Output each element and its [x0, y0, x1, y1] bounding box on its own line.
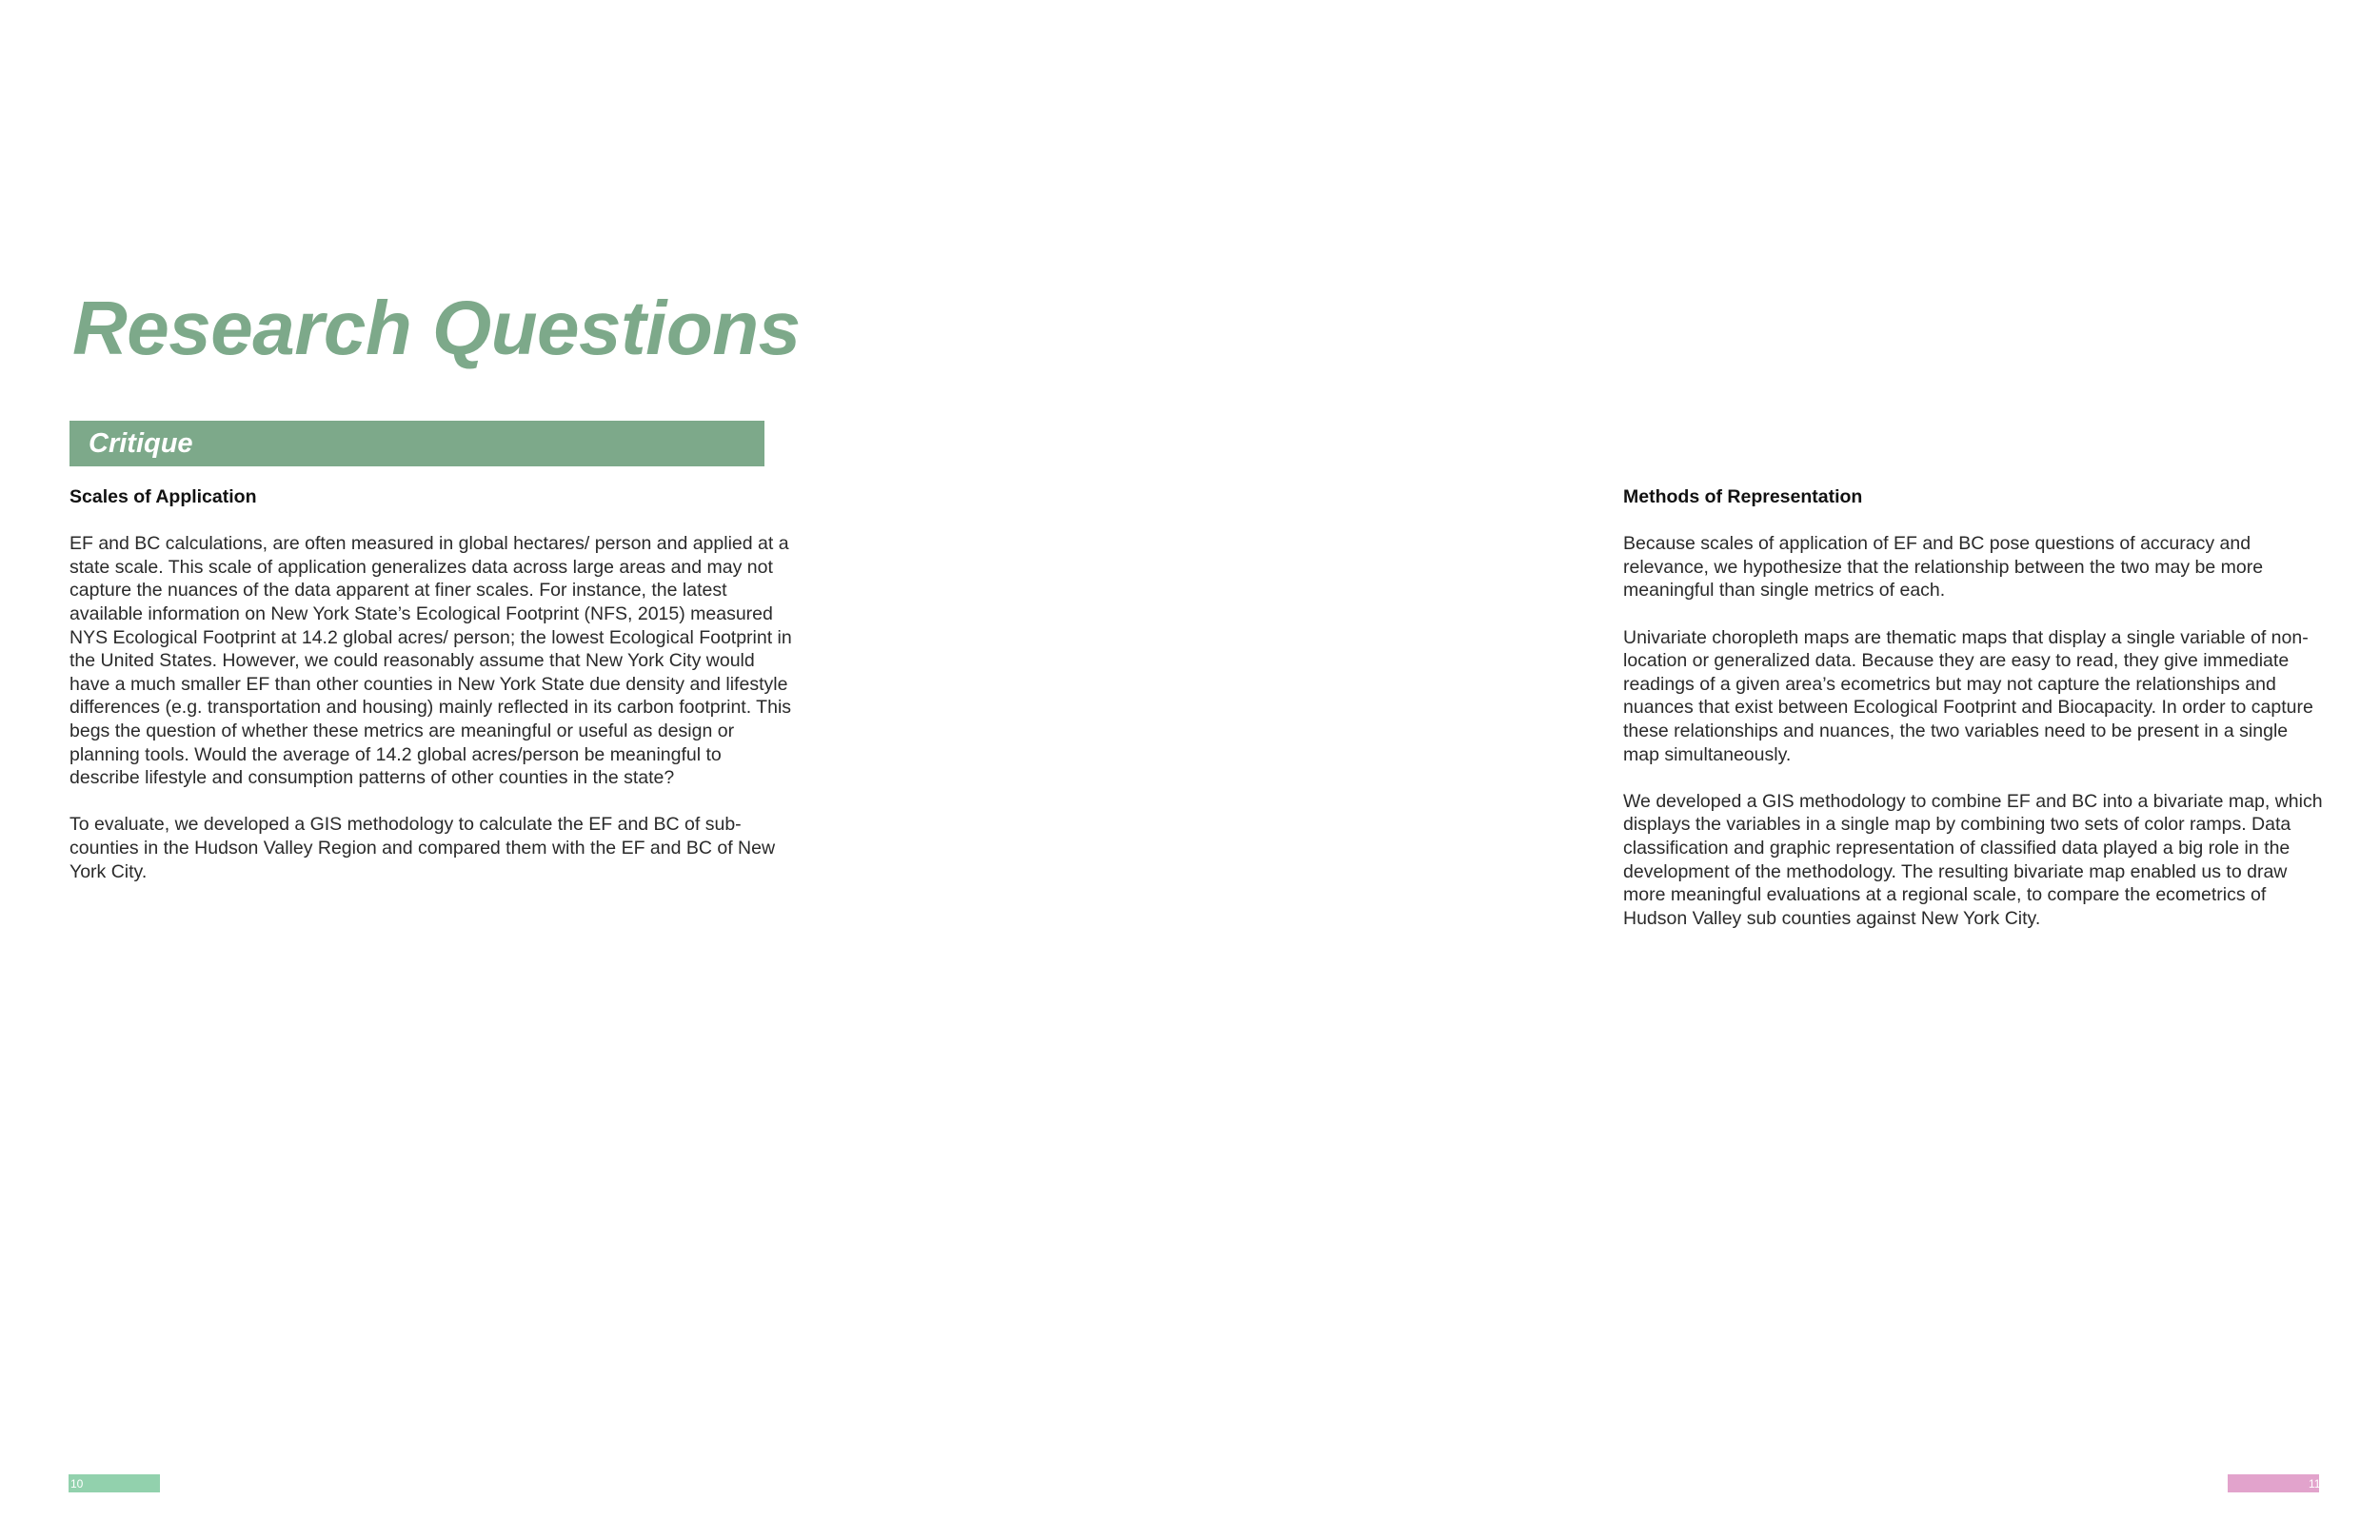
section-header-bar	[69, 421, 764, 466]
section-label: Critique	[89, 428, 193, 459]
right-column	[1623, 485, 2328, 930]
left-page-number: 10	[70, 1477, 84, 1491]
right-page-number: 11	[2309, 1477, 2321, 1491]
right-folio-bar	[2228, 1474, 2319, 1492]
left-paragraph-1: EF and BC calculations, are often measured in global hectares/ person and applied at a state scale. This scale of application generalizes data across large areas and may not capture the nuances of the data apparent at finer scales. For instance, the latest available information on New York State’s Ecological Footprint (NFS, 2015) measured NYS Ecological Footprint at 14.2 global acres/ person; the lowest Ecological Footprint in the United States. However, we could reasonably assume that New York City would have a much smaller EF than other counties in New York State due density and lifestyle differences (e.g. transportation and housing) mainly reflected in its carbon footprint. This begs the question of whether these metrics are meaningful or useful as design or planning tools. Would the average of 14.2 global acres/person be meaningful to describe lifestyle and consumption patterns of other counties in the state?	[69, 533, 792, 789]
right-paragraph-2: Univariate choropleth maps are thematic maps that display a single variable of non-location or generalized data. Because they are easy to read, they give immediate readings of a given area’s ecometrics but may not capture the relationships and nuances that exist between Ecological Footprint and Biocapacity. In order to capture these relationships and nuances, the two variables need to be present in a single map simultaneously.	[1623, 626, 2313, 765]
methods-of-representation-heading: Methods of Representation	[1623, 486, 1863, 507]
right-paragraph-3: We developed a GIS methodology to combine EF and BC into a bivariate map, which displays the variables in a single map by combining two sets of color ramps. Data classification and graphic representation of classified data played a big role in the development of the methodology. The resulting bivariate map enabled us to draw more meaningful evaluations at a regional scale, to compare the ecometrics of Hudson Valley sub counties against New York City.	[1623, 790, 2323, 929]
right-paragraph-1: Because scales of application of EF and BC pose questions of accuracy and relevance, we hypothesize that the relationship between the two may be more meaningful than single metrics of each.	[1623, 533, 2264, 602]
scales-of-application-heading: Scales of Application	[69, 486, 257, 507]
left-paragraph-2: To evaluate, we developed a GIS methodology to calculate the EF and BC of sub-counties in the Hudson Valley Region and compared them with the EF and BC of New York City.	[69, 814, 776, 882]
left-column	[69, 485, 793, 883]
page-title: Research Questions	[72, 286, 801, 370]
